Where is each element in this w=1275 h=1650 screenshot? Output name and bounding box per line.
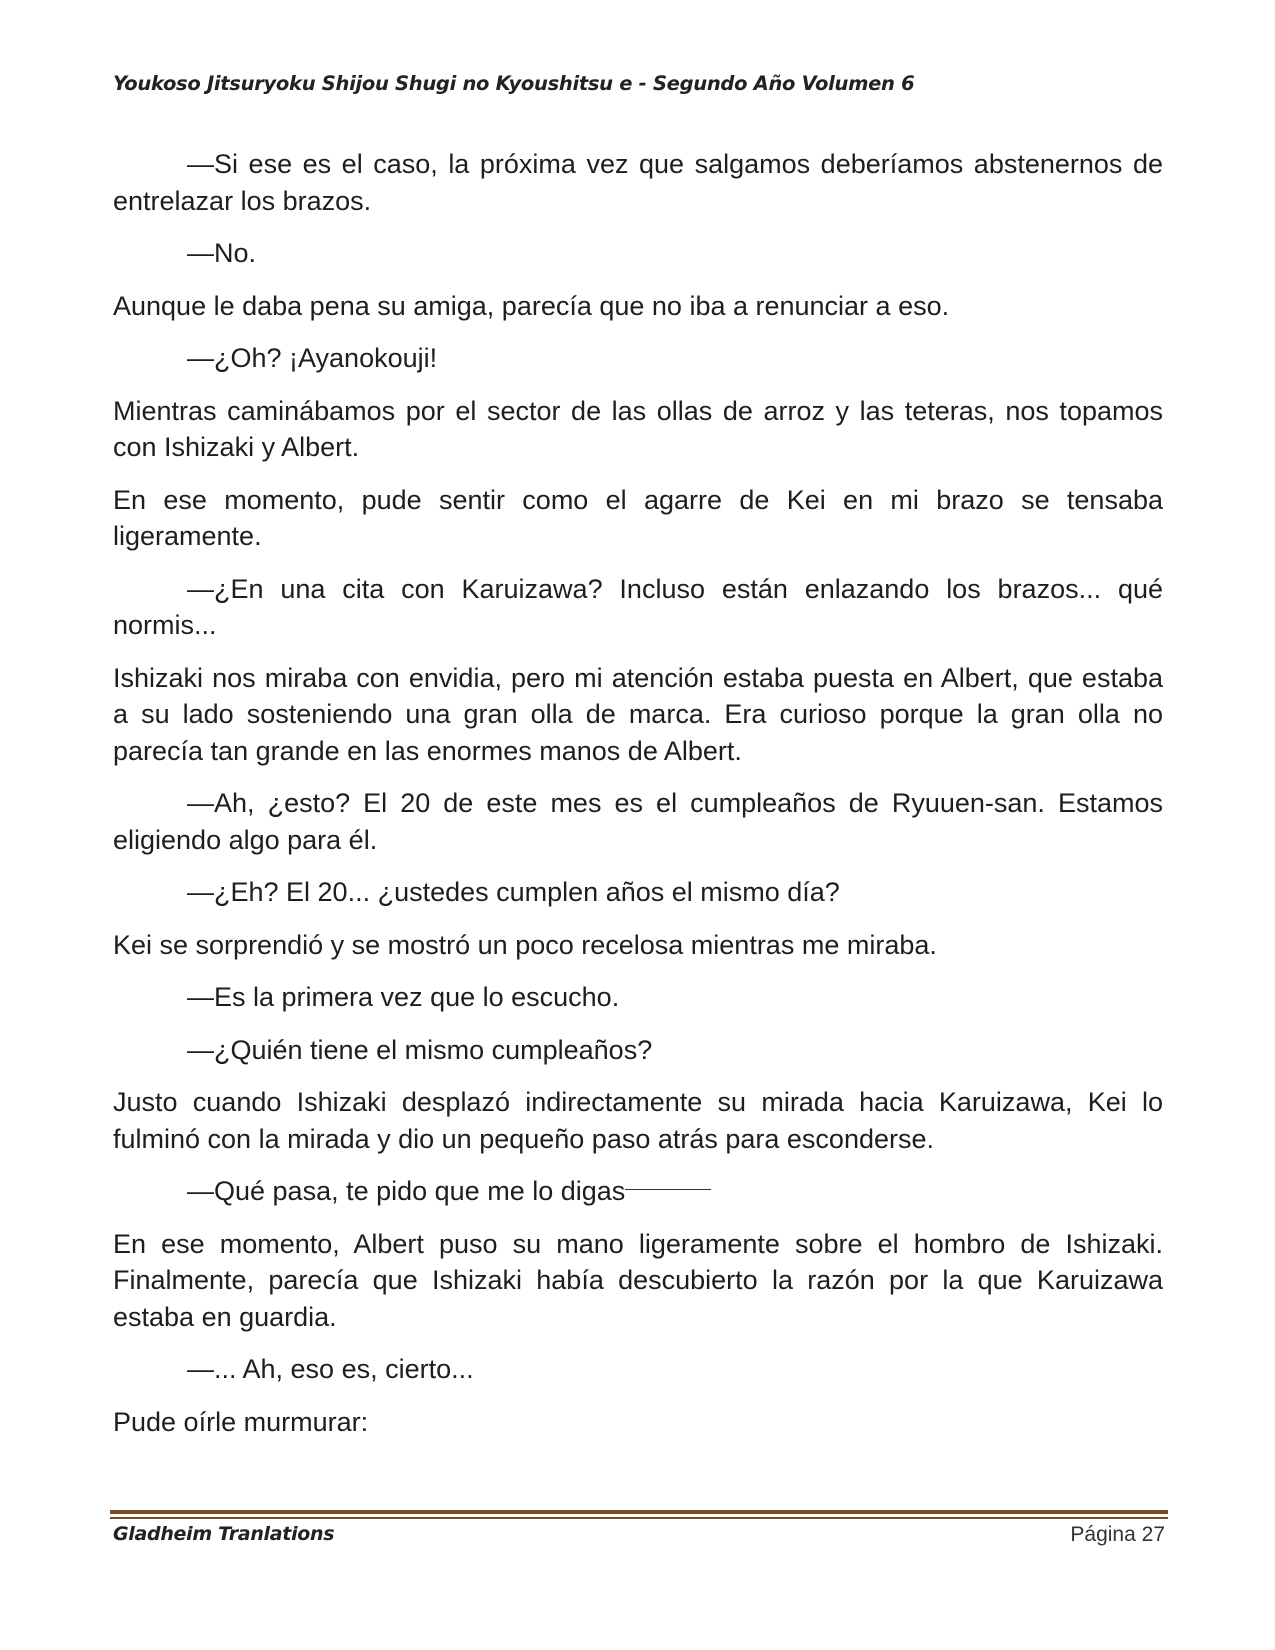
paragraph: —¿Oh? ¡Ayanokouji! [187, 343, 438, 373]
trailing-dash-line [625, 1189, 711, 1190]
paragraph: —... Ah, eso es, cierto... [187, 1354, 474, 1384]
paragraph: —¿Eh? El 20... ¿ustedes cumplen años el mismo día? [187, 877, 840, 907]
paragraph: —Es la primera vez que lo escucho. [187, 982, 620, 1012]
page-header: Youkoso Jitsuryoku Shijou Shugi no Kyoushitsu e - Segundo Año Volumen 6 [113, 72, 915, 95]
paragraph: En ese momento, Albert puso su mano ligeramente sobre el hombro de Ishizaki. Finalmente, parecía que Ishizaki había descubierto la razón por la que Karuizawa estaba en guardia. [113, 1228, 1163, 1332]
page-label: Página [1070, 1523, 1136, 1546]
paragraph-with-dash [113, 1173, 1163, 1210]
page-body [113, 146, 1163, 1456]
paragraph: Aunque le daba pena su amiga, parecía que no iba a renunciar a eso. [113, 290, 950, 321]
paragraph: Kei se sorprendió y se mostró un poco recelosa mientras me miraba. [113, 929, 937, 960]
paragraph: —¿Quién tiene el mismo cumpleaños? [187, 1034, 653, 1065]
footer-rule-thin [110, 1517, 1168, 1519]
paragraph: —¿En una cita con Karuizawa? Incluso están enlazando los brazos... qué normis... [113, 573, 1163, 640]
paragraph: Mientras caminábamos por el sector de las ollas de arroz y las teteras, nos topamos con Ishizaki y Albert. [113, 395, 1163, 462]
paragraph: Justo cuando Ishizaki desplazó indirectamente su mirada hacia Karuizawa, Kei lo fulminó con la mirada y dio un pequeño paso atrás para esconderse. [113, 1087, 1163, 1154]
page-number: 27 [1141, 1523, 1165, 1546]
paragraph-text: —Qué pasa, te pido que me lo digas [187, 1176, 626, 1206]
footer-credit: Gladheim Tranlations [113, 1523, 335, 1545]
paragraph: Ishizaki nos miraba con envidia, pero mi atención estaba puesta en Albert, que estaba a su lado sosteniendo una gran olla de marca. Era curioso porque la gran olla no parecía tan grande en las enormes manos de Albert. [113, 662, 1163, 766]
footer-rule-thick [110, 1510, 1168, 1514]
page-number-block [1070, 1523, 1165, 1547]
paragraph: Pude oírle murmurar: [113, 1406, 369, 1437]
paragraph: —Si ese es el caso, la próxima vez que salgamos deberíamos abstenernos de entrelazar los brazos. [113, 149, 1163, 216]
paragraph: —No. [187, 238, 257, 268]
paragraph: En ese momento, pude sentir como el agarre de Kei en mi brazo se tensaba ligeramente. [113, 484, 1163, 551]
paragraph: —Ah, ¿esto? El 20 de este mes es el cumpleaños de Ryuuen-san. Estamos eligiendo algo para él. [113, 788, 1163, 855]
